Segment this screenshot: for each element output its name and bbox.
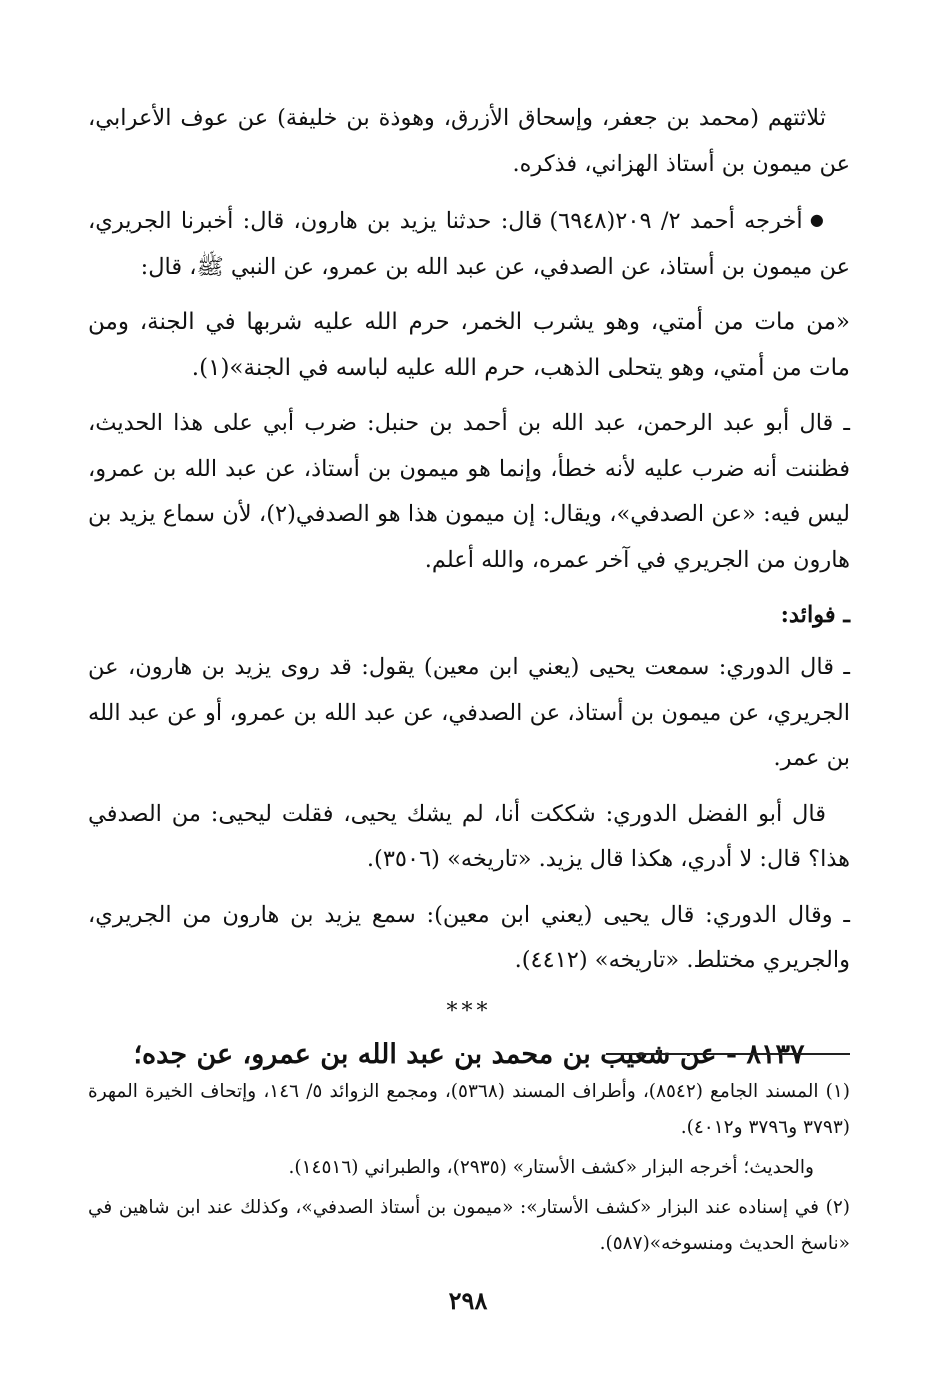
paragraph-abdullah-comment: ـ قال أبو عبد الرحمن، عبد الله بن أحمد بن حنبل: ضرب أبي على هذا الحديث، فظننت أنه ضرب عليه لأنه خطأ، وإنما هو ميمون بن أستاذ، عن عبد الله بن عمرو، ليس فيه: «عن الصدفي»، ويقال: إن ميمون هذا هو الصدفي(٢)، لأن سماع يزيد بن هارون من الجريري في آخر عمره، والله أعلم. (88, 410, 850, 573)
paragraph-abu-fadl: قال أبو الفضل الدوري: شككت أنا، لم يشك يحيى، فقلت ليحيى: من الصدفي هذا؟ قال: لا أدري، هكذا قال يزيد. «تاريخه» (٣٥٠٦). (88, 800, 850, 872)
paragraph-chain-summary: ثلاثتهم (محمد بن جعفر، وإسحاق الأزرق، وهوذة بن خليفة) عن عوف الأعرابي، عن ميمون بن أستاذ الهزاني، فذكره. (88, 105, 850, 177)
paragraph-duri-second: ـ وقال الدوري: قال يحيى (يعني ابن معين): سمع يزيد بن هارون من الجريري، والجريري مختلط. «تاريخه» (٤٤١٢). (88, 901, 850, 973)
page-number: ٢٩٨ (448, 1286, 488, 1315)
paragraph-ahmad-takhrij: ● أخرجه أحمد ٢/ ٢٠٩(٦٩٤٨) قال: حدثنا يزيد بن هارون، قال: أخبرنا الجريري، عن ميمون بن أستاذ، عن الصدفي، عن عبد الله بن عمرو، عن النبي ﷺ، قال: (88, 197, 850, 290)
footnote-1: (١) المسند الجامع (٨٥٤٢)، وأطراف المسند (٥٣٦٨)، ومجمع الزوائد ٥/ ١٤٦، وإتحاف الخيرة المهرة (٣٧٩٣ و٣٧٩٦ و٤٠١٢). (88, 1081, 850, 1138)
benefits-heading: ـ فوائد: (780, 602, 850, 628)
footnotes (88, 1074, 850, 1266)
hadith-number-title: ٨١٣٧ - عن شعيب بن محمد بن عبد الله بن عمرو، عن جده؛ (133, 1038, 805, 1070)
footnote-2: (٢) في إسناده عند البزار «كشف الأستار»: «ميمون بن أستاذ الصدفي»، وكذلك عند ابن شاهين في «ناسخ الحديث ومنسوخه»(٥٨٧). (88, 1197, 850, 1254)
section-separator-stars: *** (446, 998, 492, 1024)
paragraph-duri-quote: ـ قال الدوري: سمعت يحيى (يعني ابن معين) يقول: قد روى يزيد بن هارون، عن الجريري، عن ميمون بن أستاذ، عن الصدفي، عن عبد الله بن عمرو، أو عن عبد الله بن عمر. (88, 654, 850, 771)
footnote-1-continuation: والحديث؛ أخرجه البزار «كشف الأستار» (٢٩٣٥)، والطبراني (١٤٥١٦). (288, 1157, 814, 1178)
footnote-divider (606, 1053, 850, 1055)
hadith-text: «من مات من أمتي، وهو يشرب الخمر، حرم الله عليه شربها في الجنة، ومن مات من أمتي، وهو يتحلى الذهب، حرم الله عليه لباسه في الجنة»(١). (88, 309, 850, 381)
